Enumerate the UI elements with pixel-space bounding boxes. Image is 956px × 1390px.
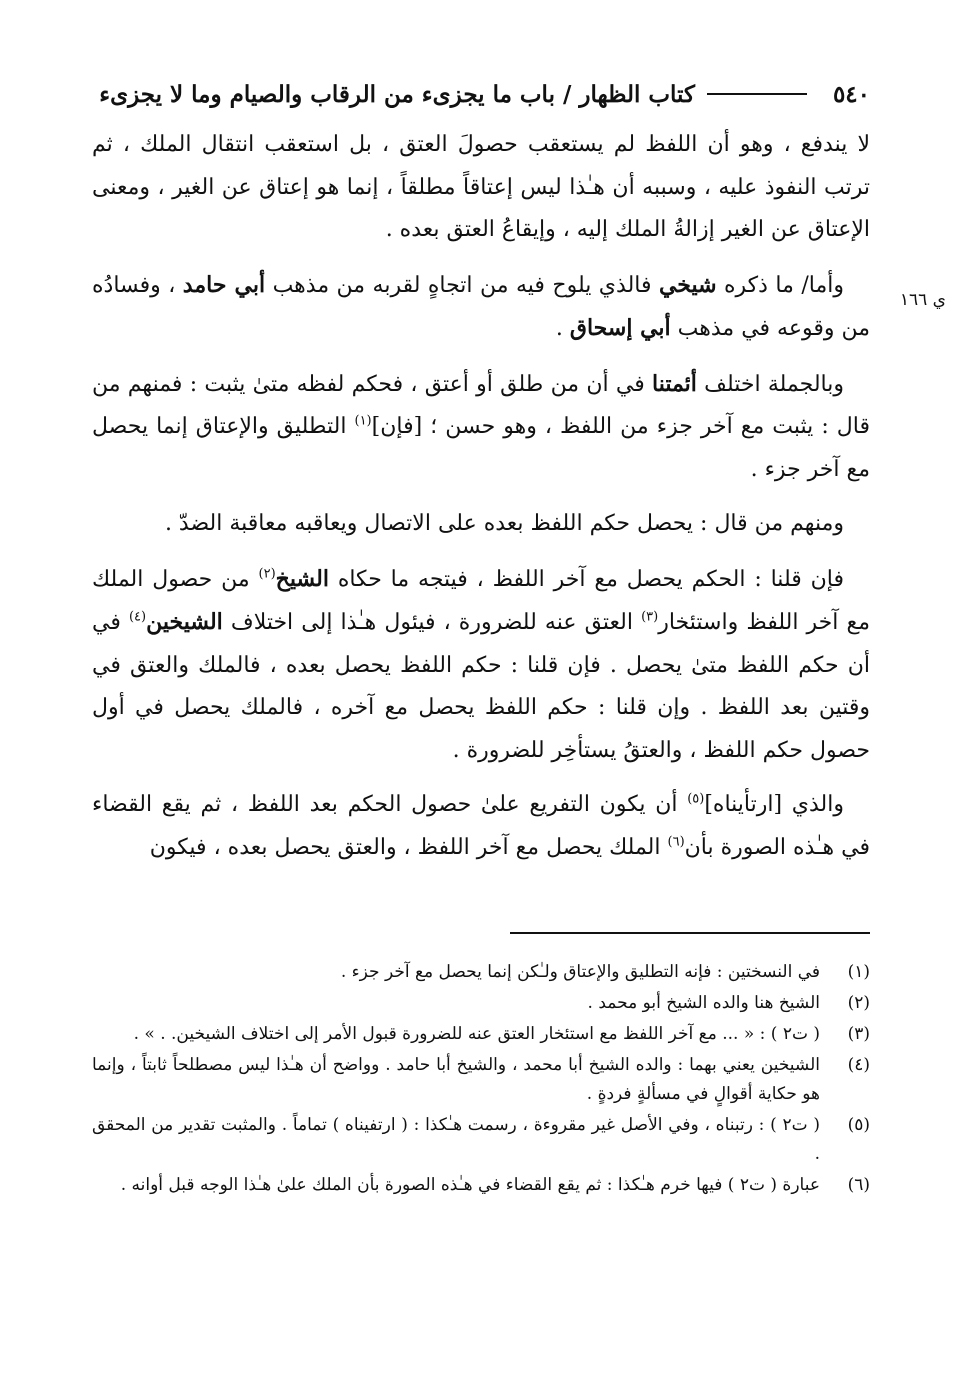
footnote-ref: (٤) — [128, 609, 147, 625]
footnote-text: الشيخين يعني بهما : والده الشيخ أبا محمد ، والشيخ أبا حامد . وواضح أن هـٰذا ليس مصطلحاً ثابتاً ، وإنما هو حكاية أقوالٍ في مسألةٍ فردةٍ . — [92, 1055, 820, 1104]
bold-name: شيخي — [658, 271, 717, 298]
text-run: فإن قلنا : الحكم يحصل مع آخر اللفظ ، فيتجه ما حكاه — [328, 566, 844, 592]
footnote-text: في النسختين : فإنه التطليق والإعتاق ولـٰكن إنما يحصل مع آخر جزء . — [340, 962, 820, 982]
paragraph-6 — [92, 784, 870, 869]
footnote-text: ( ت٢ ) : « ... مع آخر اللفظ مع استئخار العتق عنه للضرورة قبول الأمر إلى اختلاف الشيخين. . » . — [133, 1024, 820, 1044]
text-run: من حصول الملك مع آخر اللفظ واستئخار — [92, 566, 870, 635]
footnote-separator — [510, 932, 870, 934]
bold-name: الشيخ — [275, 565, 329, 592]
paragraph-2 — [92, 264, 870, 351]
text-run: العتق عنه للضرورة ، فيئول هـٰذا إلى اختلاف — [222, 610, 642, 635]
text-run: الملك يحصل مع آخر اللفظ ، والعتق يحصل بعده ، فيكون — [149, 834, 668, 860]
paragraph-1: لا يندفع ، وهو أن اللفظ لم يستعقب حصولَ العتق ، بل استعقب انتقال الملك ، ثم ترتب النفوذ عليه ، وسببه أن هـٰذا ليس إعتاقاً مطلقاً ، إنما هو إعتاق عن الغير ، ومعنى الإعتاق عن الغير إزالةُ الملك إليه ، وإيقاعُ العتق بعده . — [92, 132, 870, 242]
text-run: أن يكون التفريع علىٰ حصول الحكم بعد اللفظ ، ثم يقع القضاء في هـٰذه الصورة بأن — [92, 792, 870, 860]
text-run: والذي [ارتأيناه] — [704, 792, 844, 817]
footnote-3 — [92, 1020, 870, 1049]
footnote-text: الشيخ هنا والده الشيخ أبو محمد . — [587, 993, 820, 1013]
paragraph-4: ومنهم من قال : يحصل حكم اللفظ بعده على الاتصال ويعاقبه معاقبة الضدّ . — [164, 511, 844, 536]
footnote-ref: (١) — [354, 413, 372, 429]
footnote-text: عبارة ( ت٢ ) فيها خرم هـٰكذا : ثم يقع القضاء في هـٰذه الصورة بأن الملك علىٰ هـٰذا الوجه قبل أوانه . — [120, 1175, 820, 1195]
footnote-6 — [92, 1171, 870, 1200]
bold-name: الشيخين — [146, 609, 223, 635]
text-run: وبالجملة اختلف — [696, 371, 844, 397]
text-run: في أن من طلق أو أعتق ، فحكم لفظه متىٰ يثبت : فمنهم من قال : يثبت مع آخر جزء من اللفظ ، وهو حسن ؛ [فإن] — [92, 371, 870, 439]
footnote-4 — [92, 1051, 870, 1109]
footnote-number: (٢) — [847, 993, 870, 1013]
paragraph-5 — [92, 558, 870, 773]
text-run: فالذي يلوح فيه من اتجاهٍ لقربه من مذهب — [265, 272, 659, 298]
footnote-text: ( ت٢ ) : رتبناه ، وفي الأصل غير مقروءة ، رسمت هـٰكذا : ( ارتفيناه ) تماماً . والمثبت تقدير من المحقق . — [92, 1115, 821, 1164]
page-header — [92, 74, 870, 114]
paragraph-3 — [92, 363, 870, 492]
chapter-title: كتاب الظهار / باب ما يجزىء من الرقاب والصيام وما لا يجزىء — [99, 80, 695, 108]
page-number: ٥٤٠ — [832, 80, 870, 108]
footnote-ref: (٣) — [641, 609, 659, 625]
footnote-number: (٣) — [847, 1024, 870, 1044]
main-text — [92, 124, 870, 881]
footnote-2 — [92, 989, 870, 1018]
bold-name: أبي إسحاق — [569, 315, 671, 341]
footnote-ref: (٦) — [667, 834, 685, 850]
bold-name: أبي حامد — [182, 271, 266, 298]
footnote-1 — [92, 958, 870, 987]
footnotes — [92, 958, 870, 1202]
footnote-number: (٥) — [847, 1115, 870, 1135]
text-run: ، وفسادُه من وقوعه في مذهب — [92, 272, 870, 341]
header-rule — [707, 93, 807, 95]
footnote-number: (١) — [847, 962, 870, 982]
footnote-number: (٦) — [847, 1175, 870, 1195]
margin-manuscript-reference: ي ١٦٦ — [899, 290, 946, 310]
text-run: . — [555, 316, 570, 341]
footnote-5 — [92, 1111, 870, 1169]
text-run: وأما/ ما ذكره — [716, 272, 844, 298]
bold-name: أئمتنا — [651, 370, 697, 397]
footnote-ref: (٢) — [258, 566, 276, 582]
footnote-ref: (٥) — [687, 791, 705, 807]
text-run: التطليق والإعتاق إنما يحصل مع آخر جزء . — [92, 414, 870, 482]
text-run: في أن حكم اللفظ متىٰ يحصل . فإن قلنا : حكم اللفظ يحصل بعده ، فالملك والعتق في وقتين بعد اللفظ . وإن قلنا : حكم اللفظ يحصل مع آخره ، فالملك يحصل في أول حصول حكم اللفظ ، والعتقُ يستأخِر للضرورة . — [92, 610, 870, 763]
footnote-number: (٤) — [847, 1055, 870, 1075]
